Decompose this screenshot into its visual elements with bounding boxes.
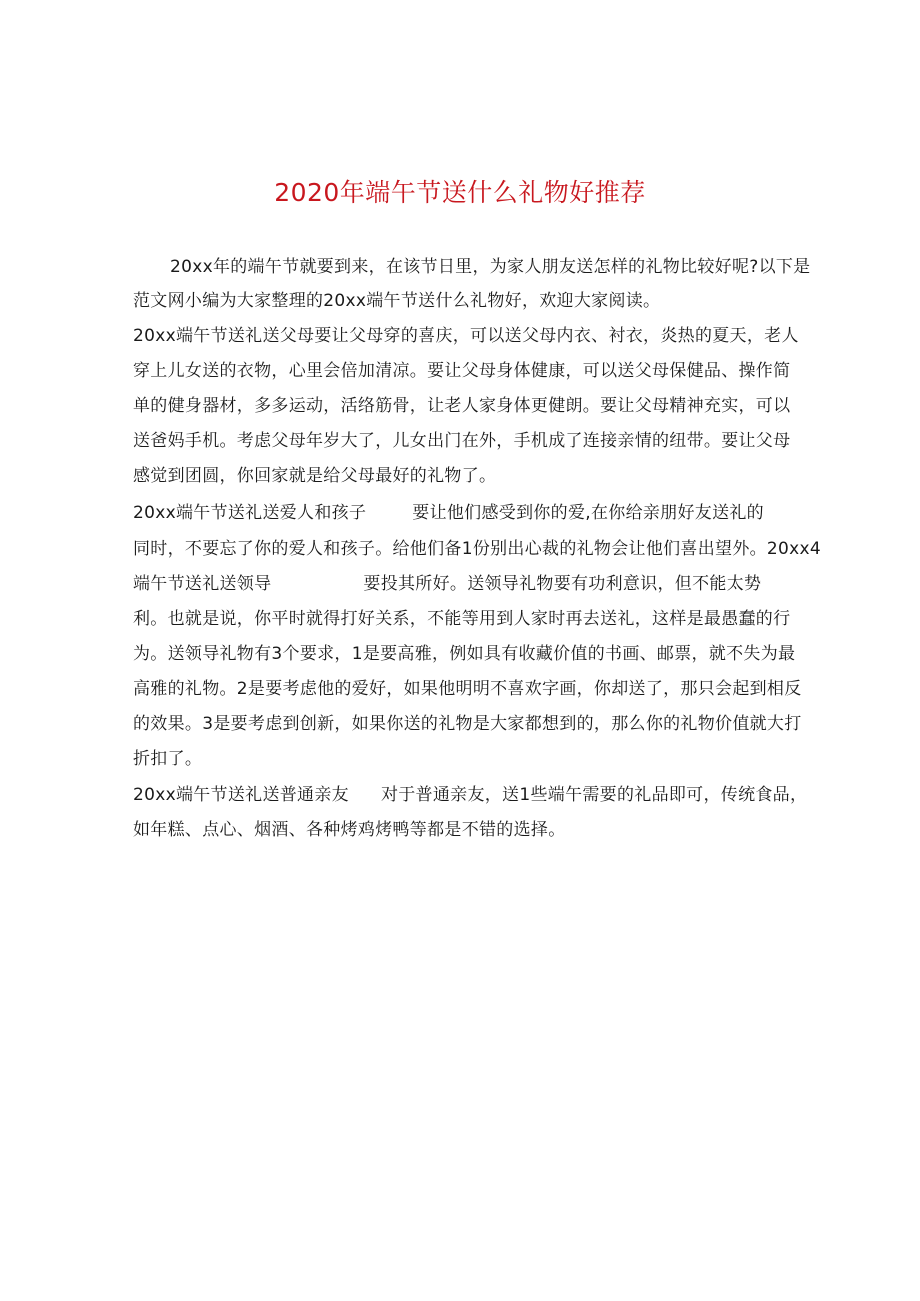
intro-line-1: 20xx年的端午节就要到来，在该节日里，为家人朋友送怎样的礼物比较好呢?以下是	[170, 257, 811, 277]
leader-line-1	[133, 573, 761, 595]
lover-line-2: 同时，不要忘了你的爱人和孩子。给他们备1份别出心裁的礼物会让他们喜出望外。20xx4	[133, 539, 821, 559]
leader-line-2: 利。也就是说，你平时就得打好关系，不能等用到人家时再去送礼，这样是最愚蠢的行	[133, 609, 791, 629]
intro-line-2: 范文网小编为大家整理的20xx端午节送什么礼物好，欢迎大家阅读。	[133, 291, 661, 311]
parents-line-3: 单的健身器材，多多运动，活络筋骨，让老人家身体更健朗。要让父母精神充实，可以	[133, 396, 791, 416]
leader-line-4: 高雅的礼物。2是要考虑他的爱好，如果他明明不喜欢字画，你却送了，那只会起到相反	[133, 679, 802, 699]
leader-line-3: 为。送领导礼物有3个要求，1是要高雅，例如具有收藏价值的书画、邮票，就不失为最	[133, 644, 796, 664]
lover-text: 要让他们感受到你的爱,在你给亲朋好友送礼的	[412, 503, 764, 523]
leader-line-5: 的效果。3是要考虑到创新，如果你送的礼物是大家都想到的，那么你的礼物价值就大打	[133, 714, 802, 734]
parents-line-1: 20xx端午节送礼送父母要让父母穿的喜庆，可以送父母内衣、衬衣，炎热的夏天，老人	[133, 326, 799, 346]
friends-heading: 20xx端午节送礼送普通亲友	[133, 785, 349, 805]
leader-heading: 端午节送礼送领导	[133, 574, 272, 594]
friends-line-2: 如年糕、点心、烟酒、各种烤鸡烤鸭等都是不错的选择。	[133, 820, 566, 840]
friends-line-1	[133, 784, 807, 806]
parents-line-2: 穿上儿女送的衣物，心里会倍加清凉。要让父母身体健康，可以送父母保健品、操作简	[133, 361, 791, 381]
document-title: 2020年端午节送什么礼物好推荐	[274, 178, 646, 207]
leader-line-6: 折扣了。	[133, 749, 203, 769]
leader-text: 要投其所好。送领导礼物要有功利意识，但不能太势	[363, 574, 762, 594]
parents-line-5: 感觉到团圆，你回家就是给父母最好的礼物了。	[133, 466, 497, 486]
parents-line-4: 送爸妈手机。考虑父母年岁大了，儿女出门在外，手机成了连接亲情的纽带。要让父母	[133, 431, 791, 451]
friends-text: 对于普通亲友，送1些端午需要的礼品即可，传统食品，	[380, 785, 808, 805]
lover-heading: 20xx端午节送礼送爱人和孩子	[133, 503, 367, 523]
lover-line-1	[133, 502, 764, 524]
